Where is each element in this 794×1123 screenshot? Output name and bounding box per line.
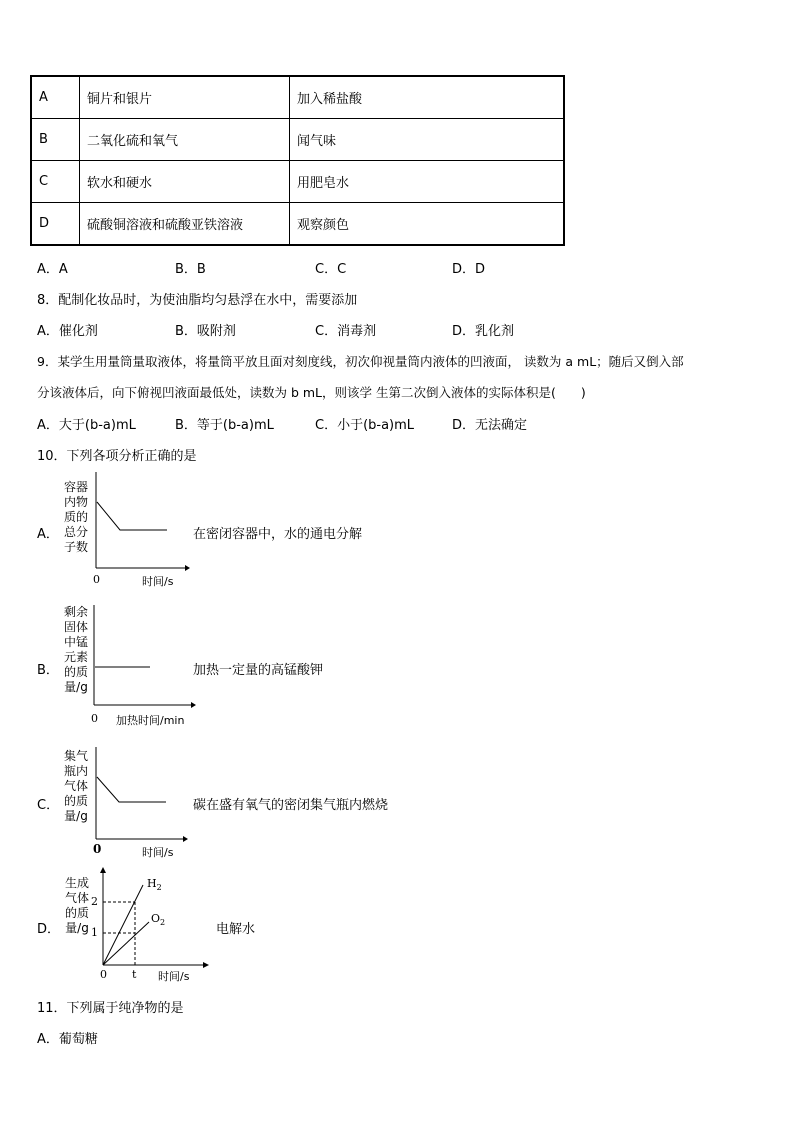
ylabel-line: 质的 xyxy=(63,510,88,524)
ylabel-line: 集气 xyxy=(63,749,88,763)
q11-option-a: A．葡萄糖 xyxy=(37,1032,98,1047)
q8-option-b: B．吸附剂 xyxy=(175,324,236,339)
table-cell: 软水和硬水 xyxy=(80,161,290,203)
q7-option-a: A．A xyxy=(37,262,68,277)
x-axis-arrow xyxy=(191,702,196,708)
ylabel-line: 量/g xyxy=(65,921,89,935)
table-cell: 二氧化硫和氧气 xyxy=(80,119,290,161)
graph-d-o2-label xyxy=(151,912,165,927)
ylabel-line: 剩余 xyxy=(63,605,88,619)
ylabel-line: 瓶内 xyxy=(63,764,88,778)
graph-c-ylabel xyxy=(63,749,89,824)
ylabel-line: 的质 xyxy=(64,906,89,920)
q10-stem: 10．下列各项分析正确的是 xyxy=(37,449,197,464)
graph-d-ylabel xyxy=(64,876,90,936)
q11-stem: 11．下列属于纯净物的是 xyxy=(37,1001,184,1016)
graph-c-caption: 碳在盛有氧气的密闭集气瓶内燃烧 xyxy=(193,798,389,813)
graph-d-xtick-t: t xyxy=(132,968,137,981)
q8-option-d: D．乳化剂 xyxy=(452,324,515,339)
graph-b-ylabel xyxy=(63,605,89,695)
table-row xyxy=(31,203,564,246)
ylabel-line: 生成 xyxy=(64,876,89,890)
h2-line xyxy=(103,885,143,965)
graph-a-axes xyxy=(90,472,190,576)
graph-c-line xyxy=(97,777,166,802)
q10-option-d-label: D． xyxy=(37,922,61,937)
graph-a-ylabel xyxy=(63,480,89,555)
graph-c-origin: 0 xyxy=(93,842,102,856)
x-axis-arrow xyxy=(185,565,190,571)
graph-b-origin: 0 xyxy=(91,712,98,725)
q7-option-d: D．D xyxy=(452,262,486,277)
table-row xyxy=(31,76,564,119)
ylabel-line: 的质 xyxy=(63,665,88,679)
ylabel-line: 子数 xyxy=(63,540,88,554)
q8-option-a: A．催化剂 xyxy=(37,324,98,339)
ylabel-line: 量/g xyxy=(64,809,88,823)
q10-option-c-label: C． xyxy=(37,798,60,813)
graph-a-caption: 在密闭容器中，水的通电分解 xyxy=(193,527,363,542)
q9-option-a: A．大于(b-a)mL xyxy=(37,418,136,433)
h2-subscript: 2 xyxy=(156,883,162,893)
q10-option-b-label: B． xyxy=(37,663,59,678)
ylabel-line: 气体 xyxy=(63,779,88,793)
ylabel-line: 的质 xyxy=(63,794,88,808)
table-cell: D xyxy=(31,203,80,246)
q10-option-a-label: A． xyxy=(37,527,59,542)
o2-subscript: 2 xyxy=(160,918,166,928)
q7-option-b: B．B xyxy=(175,262,206,277)
graph-d-h2-label xyxy=(147,877,162,892)
table-cell: 用肥皂水 xyxy=(290,161,565,203)
x-axis-arrow xyxy=(183,836,188,842)
q9-stem-line1: 9．某学生用量筒量取液体，将量筒平放且面对刻度线，初次仰视量筒内液体的凹液面， 读数为 a mL；随后又倒入部 xyxy=(37,354,684,369)
graph-a-xlabel: 时间/s xyxy=(142,575,174,588)
ylabel-line: 量/g xyxy=(64,680,88,694)
graph-b-axes xyxy=(88,605,198,709)
q9-option-c: C．小于(b-a)mL xyxy=(315,418,415,433)
graph-b-caption: 加热一定量的高锰酸钾 xyxy=(193,663,324,678)
ylabel-line: 容器 xyxy=(63,480,88,494)
q8-option-c: C．消毒剂 xyxy=(315,324,377,339)
ylabel-line: 中锰 xyxy=(63,635,88,649)
table-cell: 铜片和银片 xyxy=(80,76,290,119)
o2-symbol: O xyxy=(151,912,161,925)
table-cell: B xyxy=(31,119,80,161)
ylabel-line: 固体 xyxy=(63,620,88,634)
q9-stem-line2: 分该液体后，向下俯视凹液面最低处，读数为 b mL，则该学 生第二次倒入液体的实际体积是( ) xyxy=(37,385,586,400)
q7-option-c: C．C xyxy=(315,262,347,277)
graph-d-ytick-1: 1 xyxy=(91,926,98,939)
graph-c-axes xyxy=(90,747,190,845)
graph-b-xlabel: 加热时间/min xyxy=(116,714,185,727)
table-cell: 加入稀盐酸 xyxy=(290,76,565,119)
ylabel-line: 气体 xyxy=(64,891,89,905)
table-cell: 观察颜色 xyxy=(290,203,565,246)
graph-d-caption: 电解水 xyxy=(216,922,256,937)
graph-a-origin: 0 xyxy=(93,573,100,586)
graph-a-line xyxy=(97,502,167,530)
table-row xyxy=(31,161,564,203)
table-cell: A xyxy=(31,76,80,119)
table-cell: C xyxy=(31,161,80,203)
y-axis-arrow xyxy=(100,867,106,873)
graph-d-origin: 0 xyxy=(100,968,107,981)
x-axis-arrow xyxy=(203,962,209,968)
o2-line xyxy=(103,922,149,965)
q8-stem: 8．配制化妆品时，为使油脂均匀悬浮在水中，需要添加 xyxy=(37,293,358,308)
ylabel-line: 内物 xyxy=(63,495,88,509)
h2-symbol: H xyxy=(147,877,157,890)
q9-option-d: D．无法确定 xyxy=(452,418,528,433)
ylabel-line: 总分 xyxy=(63,525,88,539)
table-cell: 硫酸铜溶液和硫酸亚铁溶液 xyxy=(80,203,290,246)
graph-d-xlabel: 时间/s xyxy=(158,970,190,983)
graph-d-ytick-2: 2 xyxy=(91,895,98,908)
ylabel-line: 元素 xyxy=(63,650,88,664)
table-row xyxy=(31,119,564,161)
comparison-table xyxy=(30,75,565,246)
table-cell: 闻气味 xyxy=(290,119,565,161)
graph-c-xlabel: 时间/s xyxy=(142,846,174,859)
q9-option-b: B．等于(b-a)mL xyxy=(175,418,274,433)
